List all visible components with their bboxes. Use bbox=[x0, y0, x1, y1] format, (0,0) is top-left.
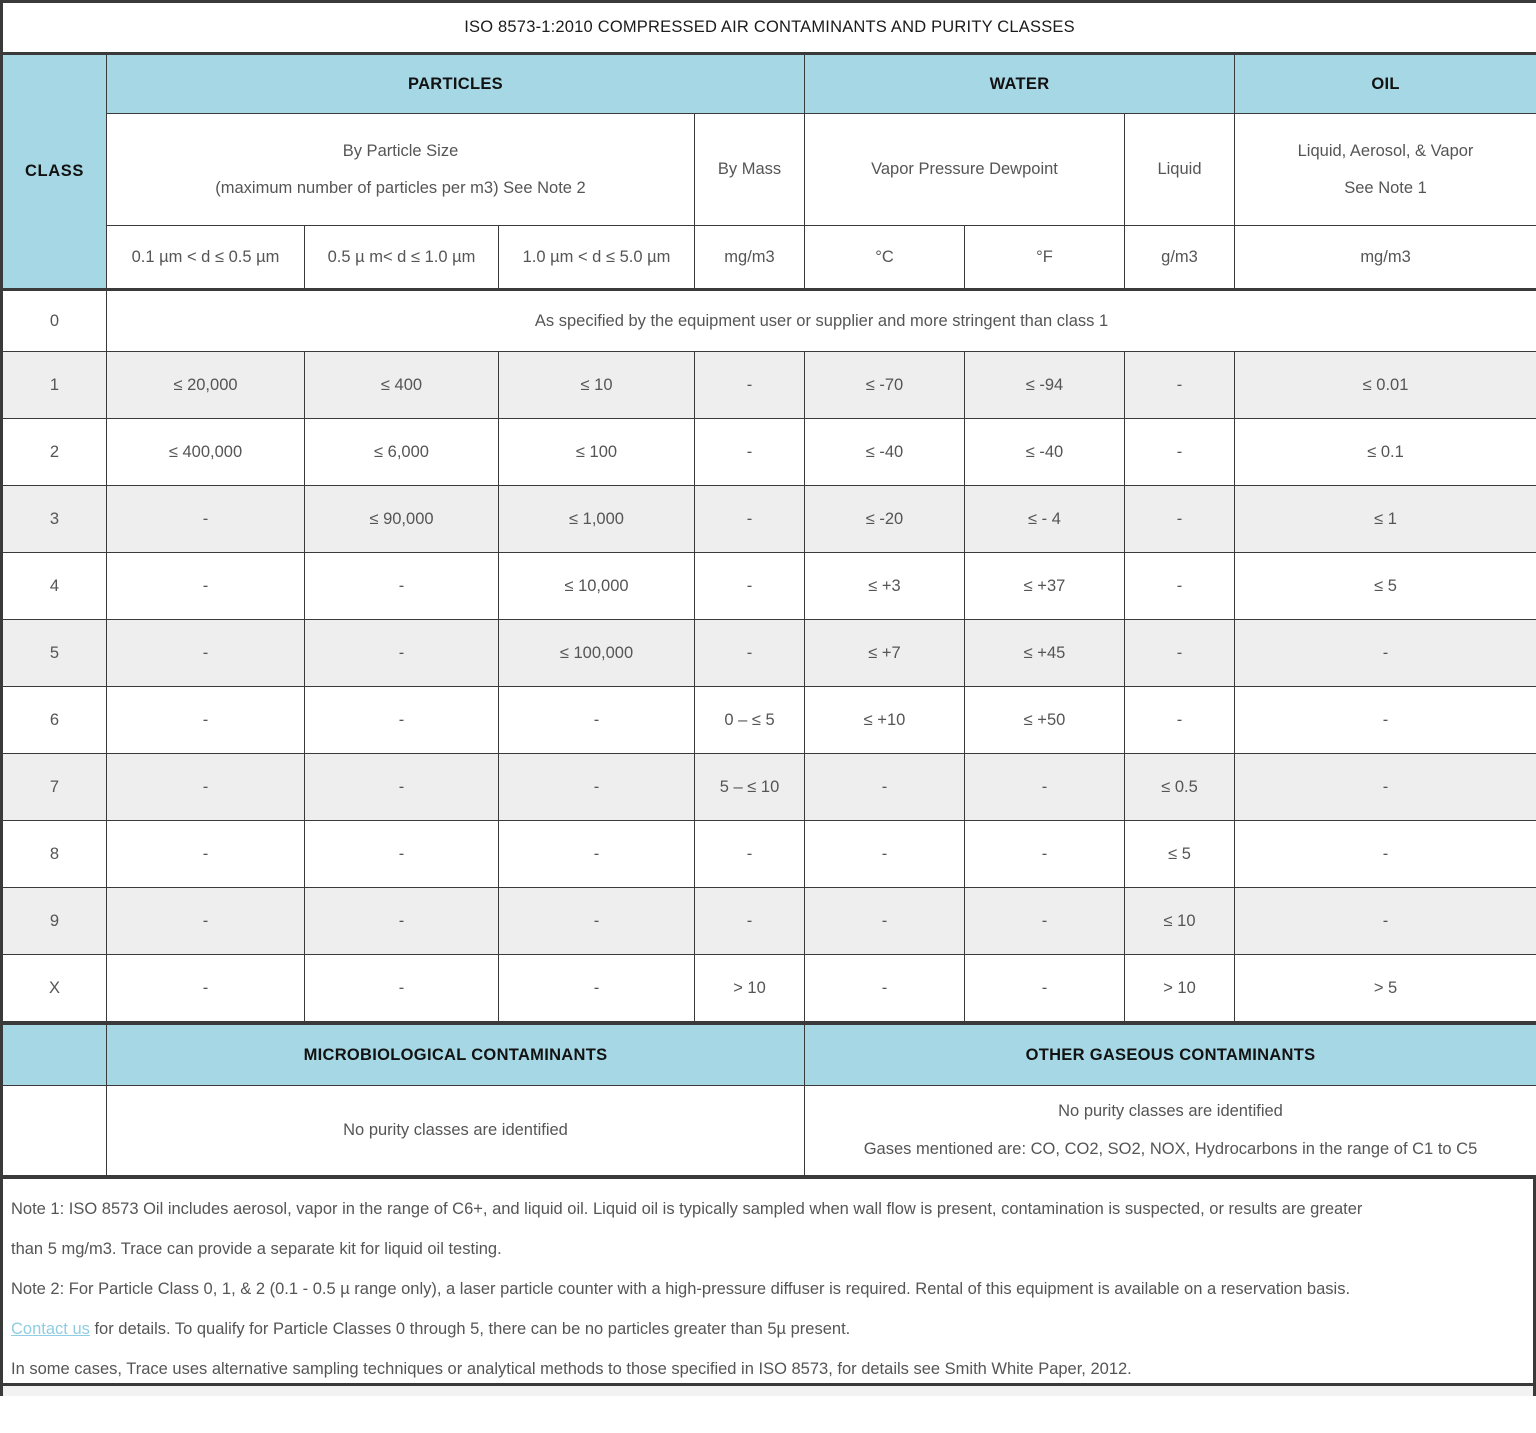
note-2-line-2 bbox=[11, 1309, 1525, 1349]
subheader-by-particle-size bbox=[107, 114, 695, 226]
cell-by-mass: 0 – ≤ 5 bbox=[695, 687, 805, 754]
cell-particles-0_5-1_0: ≤ 90,000 bbox=[305, 486, 499, 553]
cell-oil: ≤ 1 bbox=[1235, 486, 1536, 553]
cell-particles-0_1-0_5: - bbox=[107, 486, 305, 553]
cell-oil: - bbox=[1235, 821, 1536, 888]
unit-fahrenheit: °F bbox=[965, 226, 1125, 290]
bottom-sections-table bbox=[0, 1022, 1536, 1176]
cell-dewpoint-c: ≤ -20 bbox=[805, 486, 965, 553]
cell-by-mass: 5 – ≤ 10 bbox=[695, 754, 805, 821]
cell-liquid: ≤ 0.5 bbox=[1125, 754, 1235, 821]
bottom-body-row bbox=[2, 1086, 1536, 1176]
cell-particles-1_0-5_0: - bbox=[499, 687, 695, 754]
cell-dewpoint-f: ≤ - 4 bbox=[965, 486, 1125, 553]
gaseous-body bbox=[805, 1086, 1536, 1176]
class-cell: 1 bbox=[2, 352, 107, 419]
unit-by-mass: mg/m3 bbox=[695, 226, 805, 290]
cell-particles-0_5-1_0: - bbox=[305, 955, 499, 1022]
subheader-by-particle-size-line2: (maximum number of particles per m3) See Note 2 bbox=[215, 178, 586, 197]
notes-section bbox=[0, 1176, 1536, 1386]
cell-particles-0_1-0_5: ≤ 20,000 bbox=[107, 352, 305, 419]
cell-particles-0_5-1_0: - bbox=[305, 821, 499, 888]
note-2-line-2-rest: for details. To qualify for Particle Classes 0 through 5, there can be no particles greater than 5µ present. bbox=[89, 1320, 851, 1338]
subheader-by-particle-size-line1: By Particle Size bbox=[342, 142, 459, 161]
cell-by-mass: - bbox=[695, 553, 805, 620]
group-header-row bbox=[2, 54, 1536, 114]
unit-particle-size-2: 0.5 µ m< d ≤ 1.0 µm bbox=[305, 226, 499, 290]
note-2-line-1: Note 2: For Particle Class 0, 1, & 2 (0.1 - 0.5 µ range only), a laser particle counter with a high-pressure diffuser is required. Rental of this equipment is available on a reservation basis. bbox=[11, 1280, 1351, 1298]
table-row bbox=[2, 821, 1536, 888]
cell-particles-1_0-5_0: ≤ 100 bbox=[499, 419, 695, 486]
table-row bbox=[2, 486, 1536, 553]
table-row bbox=[2, 888, 1536, 955]
table-row bbox=[2, 553, 1536, 620]
table-row bbox=[2, 419, 1536, 486]
cell-dewpoint-f: ≤ +37 bbox=[965, 553, 1125, 620]
cell-particles-0_1-0_5: - bbox=[107, 888, 305, 955]
cell-particles-1_0-5_0: ≤ 10,000 bbox=[499, 553, 695, 620]
cell-liquid: - bbox=[1125, 687, 1235, 754]
class-cell: 0 bbox=[2, 290, 107, 352]
heading-microbiological-contaminants: MICROBIOLOGICAL CONTAMINANTS bbox=[107, 1024, 805, 1086]
table-row bbox=[2, 620, 1536, 687]
class-cell: X bbox=[2, 955, 107, 1022]
cell-dewpoint-f: ≤ -40 bbox=[965, 419, 1125, 486]
unit-oil: mg/m3 bbox=[1235, 226, 1536, 290]
cell-liquid: - bbox=[1125, 419, 1235, 486]
class-column-header: CLASS bbox=[2, 54, 107, 290]
note-3: In some cases, Trace uses alternative sampling techniques or analytical methods to those specified in ISO 8573, for details see Smith White Paper, 2012. bbox=[11, 1360, 1132, 1378]
cell-oil: ≤ 0.1 bbox=[1235, 419, 1536, 486]
cell-particles-1_0-5_0: ≤ 10 bbox=[499, 352, 695, 419]
cell-particles-1_0-5_0: - bbox=[499, 888, 695, 955]
unit-particle-size-1: 0.1 µm < d ≤ 0.5 µm bbox=[107, 226, 305, 290]
bottom-headings-row bbox=[2, 1024, 1536, 1086]
cell-particles-0_5-1_0: - bbox=[305, 620, 499, 687]
class-cell: 3 bbox=[2, 486, 107, 553]
units-row bbox=[2, 226, 1536, 290]
note-1-line-2: than 5 mg/m3. Trace can provide a separate kit for liquid oil testing. bbox=[11, 1240, 502, 1258]
cell-particles-0_1-0_5: ≤ 400,000 bbox=[107, 419, 305, 486]
gaseous-body-line2: Gases mentioned are: CO, CO2, SO2, NOX, Hydrocarbons in the range of C1 to C5 bbox=[863, 1139, 1478, 1158]
class-cell: 8 bbox=[2, 821, 107, 888]
cell-by-mass: - bbox=[695, 419, 805, 486]
cell-liquid: ≤ 5 bbox=[1125, 821, 1235, 888]
note-1-line-1: Note 1: ISO 8573 Oil includes aerosol, vapor in the range of C6+, and liquid oil. Liquid oil is typically sampled when wall flow is present, contamination is suspected, or results are greater bbox=[11, 1200, 1363, 1218]
cell-particles-1_0-5_0: - bbox=[499, 955, 695, 1022]
group-header-particles: PARTICLES bbox=[107, 54, 805, 114]
class-0-description: As specified by the equipment user or supplier and more stringent than class 1 bbox=[107, 290, 1536, 352]
cell-liquid: - bbox=[1125, 620, 1235, 687]
cell-liquid: ≤ 10 bbox=[1125, 888, 1235, 955]
cell-particles-0_1-0_5: - bbox=[107, 955, 305, 1022]
cell-by-mass: - bbox=[695, 486, 805, 553]
cell-dewpoint-c: - bbox=[805, 955, 965, 1022]
class-cell: 5 bbox=[2, 620, 107, 687]
class-cell: 4 bbox=[2, 553, 107, 620]
class-cell: 6 bbox=[2, 687, 107, 754]
cell-oil: - bbox=[1235, 888, 1536, 955]
subheader-oil-line1: Liquid, Aerosol, & Vapor bbox=[1297, 142, 1474, 161]
cell-dewpoint-c: ≤ -40 bbox=[805, 419, 965, 486]
cell-dewpoint-c: - bbox=[805, 754, 965, 821]
cell-particles-0_1-0_5: - bbox=[107, 687, 305, 754]
cell-oil: - bbox=[1235, 754, 1536, 821]
cell-by-mass: > 10 bbox=[695, 955, 805, 1022]
title-row bbox=[2, 2, 1536, 54]
cell-oil: > 5 bbox=[1235, 955, 1536, 1022]
unit-particle-size-3: 1.0 µm < d ≤ 5.0 µm bbox=[499, 226, 695, 290]
cell-dewpoint-c: ≤ -70 bbox=[805, 352, 965, 419]
cell-particles-0_5-1_0: - bbox=[305, 687, 499, 754]
cell-particles-0_1-0_5: - bbox=[107, 620, 305, 687]
cell-particles-0_1-0_5: - bbox=[107, 553, 305, 620]
cell-particles-0_5-1_0: - bbox=[305, 754, 499, 821]
subheader-oil bbox=[1235, 114, 1536, 226]
cell-dewpoint-c: ≤ +10 bbox=[805, 687, 965, 754]
bottom-empty-cell bbox=[2, 1086, 107, 1176]
heading-other-gaseous-contaminants: OTHER GASEOUS CONTAMINANTS bbox=[805, 1024, 1536, 1086]
cell-particles-0_1-0_5: - bbox=[107, 754, 305, 821]
cell-dewpoint-f: - bbox=[965, 754, 1125, 821]
cell-particles-0_1-0_5: - bbox=[107, 821, 305, 888]
cell-dewpoint-c: ≤ +7 bbox=[805, 620, 965, 687]
cell-dewpoint-f: - bbox=[965, 888, 1125, 955]
bottom-empty-class-cell bbox=[2, 1024, 107, 1086]
cell-by-mass: - bbox=[695, 352, 805, 419]
cell-oil: ≤ 5 bbox=[1235, 553, 1536, 620]
cell-particles-0_5-1_0: ≤ 400 bbox=[305, 352, 499, 419]
cell-dewpoint-f: ≤ +45 bbox=[965, 620, 1125, 687]
table-row bbox=[2, 955, 1536, 1022]
cell-particles-1_0-5_0: - bbox=[499, 821, 695, 888]
cell-dewpoint-c: - bbox=[805, 888, 965, 955]
cell-oil: - bbox=[1235, 620, 1536, 687]
cell-particles-0_5-1_0: ≤ 6,000 bbox=[305, 419, 499, 486]
cell-oil: ≤ 0.01 bbox=[1235, 352, 1536, 419]
cell-liquid: > 10 bbox=[1125, 955, 1235, 1022]
group-header-water: WATER bbox=[805, 54, 1235, 114]
cell-by-mass: - bbox=[695, 888, 805, 955]
cell-dewpoint-f: ≤ -94 bbox=[965, 352, 1125, 419]
subheader-liquid: Liquid bbox=[1125, 114, 1235, 226]
class-cell: 7 bbox=[2, 754, 107, 821]
page-title: ISO 8573-1:2010 COMPRESSED AIR CONTAMINANTS AND PURITY CLASSES bbox=[2, 2, 1536, 54]
cell-particles-1_0-5_0: ≤ 1,000 bbox=[499, 486, 695, 553]
class-cell: 9 bbox=[2, 888, 107, 955]
cell-liquid: - bbox=[1125, 486, 1235, 553]
gaseous-body-line1: No purity classes are identified bbox=[1058, 1101, 1283, 1120]
cell-liquid: - bbox=[1125, 553, 1235, 620]
cell-particles-0_5-1_0: - bbox=[305, 553, 499, 620]
unit-liquid: g/m3 bbox=[1125, 226, 1235, 290]
subheader-vapor-pressure-dewpoint: Vapor Pressure Dewpoint bbox=[805, 114, 1125, 226]
table-row bbox=[2, 352, 1536, 419]
subheader-by-mass: By Mass bbox=[695, 114, 805, 226]
cell-dewpoint-c: ≤ +3 bbox=[805, 553, 965, 620]
cell-oil: - bbox=[1235, 687, 1536, 754]
cell-dewpoint-f: ≤ +50 bbox=[965, 687, 1125, 754]
subheader-oil-line2: See Note 1 bbox=[1344, 178, 1427, 197]
cell-particles-0_5-1_0: - bbox=[305, 888, 499, 955]
class-cell: 2 bbox=[2, 419, 107, 486]
table-row-class-0 bbox=[2, 290, 1536, 352]
group-header-oil: OIL bbox=[1235, 54, 1536, 114]
cell-by-mass: - bbox=[695, 821, 805, 888]
unit-celsius: °C bbox=[805, 226, 965, 290]
contact-us-link[interactable]: Contact us bbox=[11, 1320, 90, 1338]
cell-dewpoint-c: - bbox=[805, 821, 965, 888]
microbiological-body: No purity classes are identified bbox=[107, 1086, 805, 1176]
table-row bbox=[2, 687, 1536, 754]
cell-dewpoint-f: - bbox=[965, 955, 1125, 1022]
cell-dewpoint-f: - bbox=[965, 821, 1125, 888]
cell-particles-1_0-5_0: ≤ 100,000 bbox=[499, 620, 695, 687]
table-row bbox=[2, 754, 1536, 821]
cell-liquid: - bbox=[1125, 352, 1235, 419]
sub-header-row bbox=[2, 114, 1536, 226]
cell-particles-1_0-5_0: - bbox=[499, 754, 695, 821]
cell-by-mass: - bbox=[695, 620, 805, 687]
